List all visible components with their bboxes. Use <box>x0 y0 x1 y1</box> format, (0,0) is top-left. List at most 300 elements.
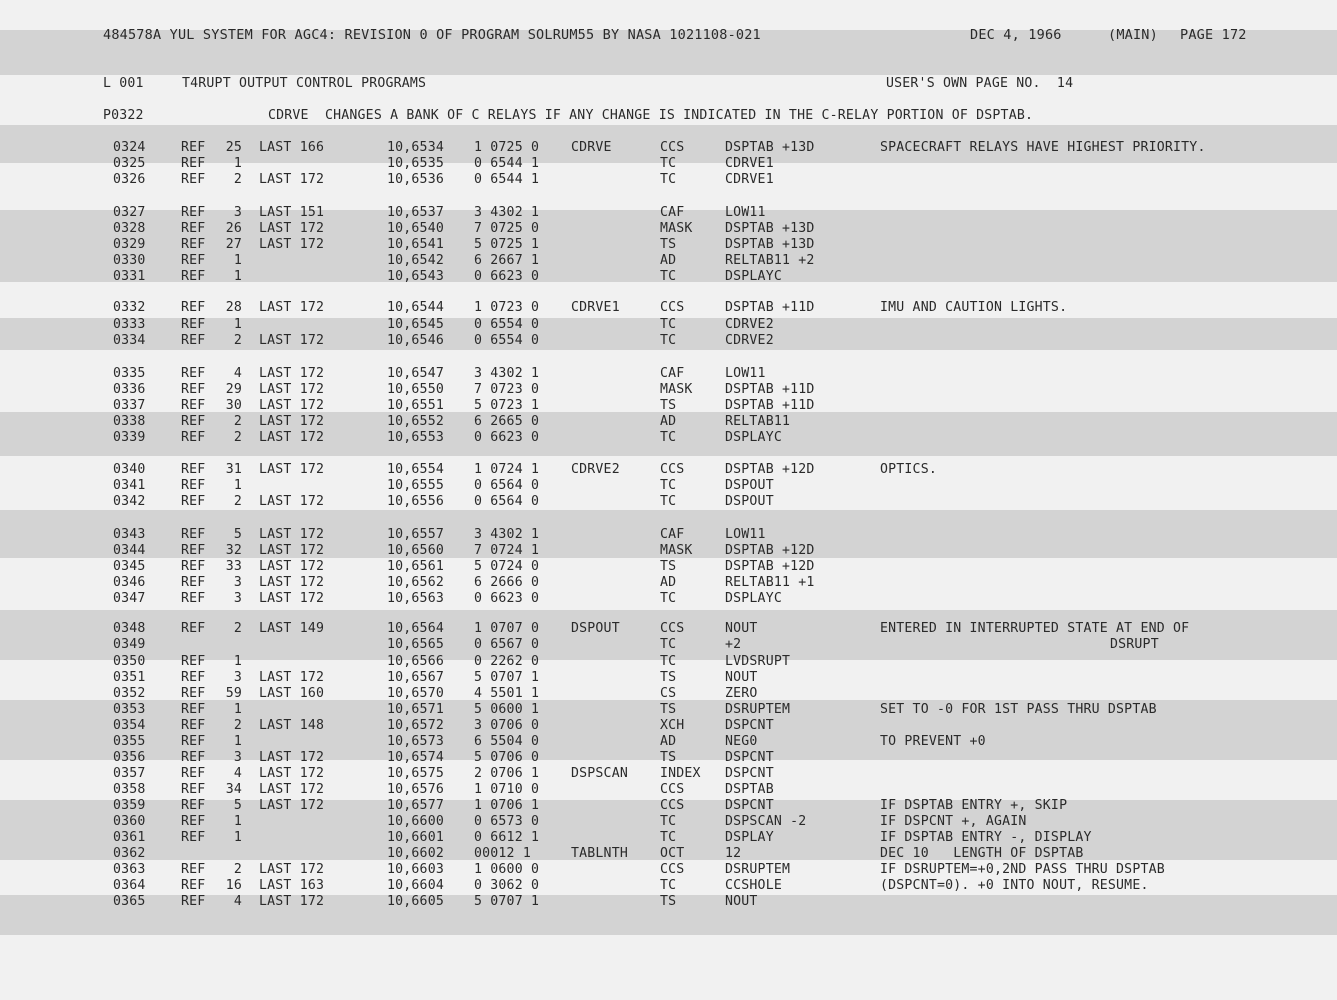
ref-count: 1 <box>233 478 242 493</box>
ref-count: 28 <box>225 300 242 315</box>
ref-label: REF <box>181 702 206 717</box>
octal-code: 7 0723 0 <box>474 382 540 397</box>
address: 10,6547 <box>387 366 444 381</box>
operand: CDRVE1 <box>725 172 774 187</box>
operand: DSPSCAN -2 <box>725 814 807 829</box>
ref-count: 2 <box>233 430 242 445</box>
operand: CDRVE2 <box>725 317 774 332</box>
address: 10,6535 <box>387 156 444 171</box>
listing-line <box>0 156 1337 172</box>
ref-label: REF <box>181 862 206 877</box>
ref-count: 2 <box>233 414 242 429</box>
listing-line <box>0 462 1337 478</box>
line-comment: (DSPCNT=0). +0 INTO NOUT, RESUME. <box>880 878 1149 893</box>
line-number: 0352 <box>113 686 146 701</box>
listing-line <box>0 654 1337 670</box>
opcode: CCS <box>660 798 685 813</box>
location-label: DSPOUT <box>571 621 620 636</box>
ref-count: 1 <box>233 830 242 845</box>
octal-code: 7 0724 1 <box>474 543 540 558</box>
last-ref: LAST 151 <box>259 205 325 220</box>
operand: DSPTAB +11D <box>725 300 815 315</box>
operand: LOW11 <box>725 366 766 381</box>
ref-label: REF <box>181 814 206 829</box>
octal-code: 5 0707 1 <box>474 894 540 909</box>
opcode: CAF <box>660 366 685 381</box>
line-number: 0345 <box>113 559 146 574</box>
address: 10,6545 <box>387 317 444 332</box>
listing-line <box>0 527 1337 543</box>
ref-label: REF <box>181 366 206 381</box>
page-number: PAGE 172 <box>1180 27 1247 43</box>
operand: RELTAB11 +1 <box>725 575 815 590</box>
ref-label: REF <box>181 382 206 397</box>
ref-count: 31 <box>225 462 242 477</box>
line-number: 0351 <box>113 670 146 685</box>
address: 10,6556 <box>387 494 444 509</box>
address: 10,6541 <box>387 237 444 252</box>
address: 10,6546 <box>387 333 444 348</box>
ref-label: REF <box>181 734 206 749</box>
address: 10,6534 <box>387 140 444 155</box>
line-number: 0342 <box>113 494 146 509</box>
address: 10,6555 <box>387 478 444 493</box>
opcode: CCS <box>660 782 685 797</box>
listing-line <box>0 782 1337 798</box>
listing-line <box>0 766 1337 782</box>
octal-code: 5 0707 1 <box>474 670 540 685</box>
operand: ZERO <box>725 686 758 701</box>
line-comment: ENTERED IN INTERRUPTED STATE AT END OF <box>880 621 1190 636</box>
line-number: 0359 <box>113 798 146 813</box>
last-ref: LAST 172 <box>259 494 325 509</box>
line-comment: DEC 10 LENGTH OF DSPTAB <box>880 846 1084 861</box>
opcode: TS <box>660 894 677 909</box>
ref-count: 1 <box>233 317 242 332</box>
ref-label: REF <box>181 894 206 909</box>
line-number: 0350 <box>113 654 146 669</box>
address: 10,6570 <box>387 686 444 701</box>
ref-label: REF <box>181 333 206 348</box>
listing-line <box>0 846 1337 862</box>
listing-line <box>0 637 1337 653</box>
octal-code: 6 2666 0 <box>474 575 540 590</box>
operand: DSRUPTEM <box>725 862 791 877</box>
address: 10,6542 <box>387 253 444 268</box>
ref-count: 1 <box>233 269 242 284</box>
ref-label: REF <box>181 621 206 636</box>
opcode: TS <box>660 670 677 685</box>
address: 10,6567 <box>387 670 444 685</box>
listing-line <box>0 591 1337 607</box>
address: 10,6564 <box>387 621 444 636</box>
opcode: CS <box>660 686 677 701</box>
last-ref: LAST 172 <box>259 382 325 397</box>
ref-label: REF <box>181 172 206 187</box>
octal-code: 6 5504 0 <box>474 734 540 749</box>
address: 10,6544 <box>387 300 444 315</box>
octal-code: 0 6623 0 <box>474 430 540 445</box>
ref-label: REF <box>181 205 206 220</box>
listing-line <box>0 670 1337 686</box>
ref-count: 3 <box>233 205 242 220</box>
ref-label: REF <box>181 750 206 765</box>
octal-code: 3 4302 1 <box>474 205 540 220</box>
address: 10,6536 <box>387 172 444 187</box>
address: 10,6577 <box>387 798 444 813</box>
ref-label: REF <box>181 766 206 781</box>
line-number: 0327 <box>113 205 146 220</box>
operand: DSPTAB +13D <box>725 237 815 252</box>
ref-label: REF <box>181 414 206 429</box>
ref-label: REF <box>181 798 206 813</box>
octal-code: 0 6573 0 <box>474 814 540 829</box>
operand: LOW11 <box>725 205 766 220</box>
opcode: TC <box>660 172 677 187</box>
opcode: TC <box>660 269 677 284</box>
opcode: TC <box>660 814 677 829</box>
line-comment: SPACECRAFT RELAYS HAVE HIGHEST PRIORITY. <box>880 140 1206 155</box>
line-comment: IF DSPTAB ENTRY +, SKIP <box>880 798 1068 813</box>
octal-code: 7 0725 0 <box>474 221 540 236</box>
last-ref: LAST 172 <box>259 300 325 315</box>
last-ref: LAST 172 <box>259 366 325 381</box>
address: 10,6573 <box>387 734 444 749</box>
address: 10,6572 <box>387 718 444 733</box>
location-label: CDRVE1 <box>571 300 620 315</box>
operand: NOUT <box>725 670 758 685</box>
line-comment: IF DSPTAB ENTRY -, DISPLAY <box>880 830 1092 845</box>
octal-code: 0 6623 0 <box>474 269 540 284</box>
listing-line <box>0 830 1337 846</box>
address: 10,6566 <box>387 654 444 669</box>
opcode: TC <box>660 654 677 669</box>
ref-count: 5 <box>233 527 242 542</box>
opcode: TC <box>660 430 677 445</box>
octal-code: 5 0706 0 <box>474 750 540 765</box>
opcode: INDEX <box>660 766 701 781</box>
operand: DSPLAYC <box>725 591 782 606</box>
octal-code: 3 4302 1 <box>474 527 540 542</box>
location-label: DSPSCAN <box>571 766 628 781</box>
ref-label: REF <box>181 686 206 701</box>
octal-code: 00012 1 <box>474 846 531 861</box>
last-ref: LAST 172 <box>259 430 325 445</box>
octal-code: 6 2667 1 <box>474 253 540 268</box>
listing-line <box>0 814 1337 830</box>
operand: LVDSRUPT <box>725 654 791 669</box>
address: 10,6562 <box>387 575 444 590</box>
operand: NOUT <box>725 621 758 636</box>
listing-line <box>0 734 1337 750</box>
line-number: 0353 <box>113 702 146 717</box>
own-page-number: USER'S OWN PAGE NO. 14 <box>886 76 1074 91</box>
octal-code: 5 0724 0 <box>474 559 540 574</box>
listing-line <box>0 878 1337 894</box>
address: 10,6554 <box>387 462 444 477</box>
listing-line <box>0 750 1337 766</box>
ref-label: REF <box>181 253 206 268</box>
listing-line <box>0 430 1337 446</box>
line-number: 0339 <box>113 430 146 445</box>
octal-code: 3 4302 1 <box>474 366 540 381</box>
ref-label: REF <box>181 462 206 477</box>
operand: DSPTAB +12D <box>725 543 815 558</box>
octal-code: 5 0725 1 <box>474 237 540 252</box>
address: 10,6600 <box>387 814 444 829</box>
address: 10,6551 <box>387 398 444 413</box>
line-number: 0361 <box>113 830 146 845</box>
operand: RELTAB11 +2 <box>725 253 815 268</box>
opcode: TS <box>660 398 677 413</box>
page-title: 484578A YUL SYSTEM FOR AGC4: REVISION 0 OF PROGRAM SOLRUM55 BY NASA 1021108-021 <box>103 27 761 43</box>
opcode: TS <box>660 237 677 252</box>
ref-count: 30 <box>225 398 242 413</box>
line-number: 0337 <box>113 398 146 413</box>
listing-line <box>0 478 1337 494</box>
opcode: AD <box>660 253 677 268</box>
ref-label: REF <box>181 430 206 445</box>
octal-code: 0 6564 0 <box>474 494 540 509</box>
opcode: AD <box>660 575 677 590</box>
opcode: CCS <box>660 462 685 477</box>
last-ref: LAST 172 <box>259 575 325 590</box>
listing-line <box>0 414 1337 430</box>
address: 10,6602 <box>387 846 444 861</box>
address: 10,6574 <box>387 750 444 765</box>
address: 10,6550 <box>387 382 444 397</box>
ref-count: 26 <box>225 221 242 236</box>
listing-line <box>0 494 1337 510</box>
last-ref: LAST 160 <box>259 686 325 701</box>
line-comment: DSRUPT <box>1110 637 1159 652</box>
octal-code: 2 0706 1 <box>474 766 540 781</box>
print-date: DEC 4, 1966 <box>970 27 1062 43</box>
address: 10,6565 <box>387 637 444 652</box>
opcode: TS <box>660 702 677 717</box>
line-number: 0326 <box>113 172 146 187</box>
line-number: 0336 <box>113 382 146 397</box>
ref-label: REF <box>181 878 206 893</box>
operand: RELTAB11 <box>725 414 791 429</box>
address: 10,6552 <box>387 414 444 429</box>
ref-count: 29 <box>225 382 242 397</box>
listing-line <box>0 894 1337 910</box>
listing-line <box>0 543 1337 559</box>
octal-code: 3 0706 0 <box>474 718 540 733</box>
opcode: TC <box>660 878 677 893</box>
octal-code: 5 0723 1 <box>474 398 540 413</box>
listing-line <box>0 621 1337 637</box>
operand: DSRUPTEM <box>725 702 791 717</box>
address: 10,6557 <box>387 527 444 542</box>
line-comment: OPTICS. <box>880 462 937 477</box>
address: 10,6604 <box>387 878 444 893</box>
line-number: 0334 <box>113 333 146 348</box>
line-number: 0363 <box>113 862 146 877</box>
ref-label: REF <box>181 156 206 171</box>
opcode: OCT <box>660 846 685 861</box>
line-number: 0340 <box>113 462 146 477</box>
listing-line <box>0 366 1337 382</box>
octal-code: 5 0600 1 <box>474 702 540 717</box>
location-label: CDRVE2 <box>571 462 620 477</box>
location-label: CDRVE <box>571 140 612 155</box>
address: 10,6561 <box>387 559 444 574</box>
listing-line <box>0 559 1337 575</box>
listing-line <box>0 300 1337 316</box>
ref-label: REF <box>181 300 206 315</box>
ref-count: 4 <box>233 894 242 909</box>
location-label: TABLNTH <box>571 846 628 861</box>
listing-line <box>0 172 1337 188</box>
line-number: 0348 <box>113 621 146 636</box>
ref-count: 1 <box>233 253 242 268</box>
address: 10,6537 <box>387 205 444 220</box>
opcode: MASK <box>660 382 693 397</box>
operand: +2 <box>725 637 742 652</box>
last-ref: LAST 172 <box>259 462 325 477</box>
ref-count: 59 <box>225 686 242 701</box>
octal-code: 6 2665 0 <box>474 414 540 429</box>
ref-label: REF <box>181 527 206 542</box>
last-ref: LAST 172 <box>259 543 325 558</box>
ref-count: 1 <box>233 702 242 717</box>
line-number: 0335 <box>113 366 146 381</box>
ref-count: 3 <box>233 670 242 685</box>
ref-label: REF <box>181 494 206 509</box>
operand: 12 <box>725 846 742 861</box>
last-ref: LAST 172 <box>259 894 325 909</box>
address: 10,6543 <box>387 269 444 284</box>
log-id: L 001 <box>103 76 144 91</box>
ref-count: 33 <box>225 559 242 574</box>
operand: DSPTAB <box>725 782 774 797</box>
ref-count: 2 <box>233 333 242 348</box>
operand: LOW11 <box>725 527 766 542</box>
ref-count: 2 <box>233 718 242 733</box>
last-ref: LAST 172 <box>259 237 325 252</box>
last-ref: LAST 172 <box>259 414 325 429</box>
operand: DSPOUT <box>725 494 774 509</box>
line-number: 0349 <box>113 637 146 652</box>
ref-label: REF <box>181 670 206 685</box>
octal-code: 0 6564 0 <box>474 478 540 493</box>
octal-code: 1 0707 0 <box>474 621 540 636</box>
opcode: CAF <box>660 205 685 220</box>
line-number: 0356 <box>113 750 146 765</box>
ref-count: 1 <box>233 734 242 749</box>
listing-line <box>0 398 1337 414</box>
line-number: 0330 <box>113 253 146 268</box>
operand: DSPCNT <box>725 718 774 733</box>
octal-code: 1 0706 1 <box>474 798 540 813</box>
listing-line <box>0 140 1337 156</box>
opcode: TC <box>660 333 677 348</box>
last-ref: LAST 172 <box>259 333 325 348</box>
opcode: AD <box>660 414 677 429</box>
opcode: TC <box>660 637 677 652</box>
listing-line <box>0 686 1337 702</box>
ref-label: REF <box>181 830 206 845</box>
ref-count: 3 <box>233 575 242 590</box>
opcode: TC <box>660 317 677 332</box>
octal-code: 1 0600 0 <box>474 862 540 877</box>
line-number: 0362 <box>113 846 146 861</box>
line-number: 0346 <box>113 575 146 590</box>
ref-label: REF <box>181 398 206 413</box>
octal-code: 1 0725 0 <box>474 140 540 155</box>
ref-count: 2 <box>233 621 242 636</box>
comment-line-text: CDRVE CHANGES A BANK OF C RELAYS IF ANY CHANGE IS INDICATED IN THE C-RELAY PORTION OF DSPTAB. <box>268 108 1034 123</box>
listing-line <box>0 269 1337 285</box>
ref-label: REF <box>181 782 206 797</box>
last-ref: LAST 172 <box>259 670 325 685</box>
operand: DSPTAB +13D <box>725 140 815 155</box>
line-number: 0338 <box>113 414 146 429</box>
operand: DSPCNT <box>725 766 774 781</box>
line-comment: IF DSRUPTEM=+0,2ND PASS THRU DSPTAB <box>880 862 1165 877</box>
operand: DSPLAYC <box>725 269 782 284</box>
ref-label: REF <box>181 269 206 284</box>
last-ref: LAST 148 <box>259 718 325 733</box>
line-number: 0360 <box>113 814 146 829</box>
line-number: 0333 <box>113 317 146 332</box>
last-ref: LAST 172 <box>259 782 325 797</box>
octal-code: 1 0710 0 <box>474 782 540 797</box>
address: 10,6603 <box>387 862 444 877</box>
octal-code: 0 6567 0 <box>474 637 540 652</box>
last-ref: LAST 172 <box>259 559 325 574</box>
opcode: TC <box>660 478 677 493</box>
listing-line <box>0 702 1337 718</box>
address: 10,6540 <box>387 221 444 236</box>
address: 10,6576 <box>387 782 444 797</box>
ref-label: REF <box>181 654 206 669</box>
line-comment: IMU AND CAUTION LIGHTS. <box>880 300 1068 315</box>
octal-code: 4 5501 1 <box>474 686 540 701</box>
line-comment: SET TO -0 FOR 1ST PASS THRU DSPTAB <box>880 702 1157 717</box>
opcode: AD <box>660 734 677 749</box>
operand: NEG0 <box>725 734 758 749</box>
operand: DSPTAB +12D <box>725 559 815 574</box>
last-ref: LAST 163 <box>259 878 325 893</box>
comment-line-number: P0322 <box>103 108 144 123</box>
address: 10,6601 <box>387 830 444 845</box>
line-number: 0329 <box>113 237 146 252</box>
address: 10,6560 <box>387 543 444 558</box>
address: 10,6575 <box>387 766 444 781</box>
operand: DSPTAB +11D <box>725 382 815 397</box>
opcode: TS <box>660 750 677 765</box>
operand: DSPTAB +11D <box>725 398 815 413</box>
octal-code: 0 6554 0 <box>474 333 540 348</box>
listing-line <box>0 382 1337 398</box>
octal-code: 0 2262 0 <box>474 654 540 669</box>
octal-code: 1 0724 1 <box>474 462 540 477</box>
ref-count: 1 <box>233 654 242 669</box>
last-ref: LAST 172 <box>259 527 325 542</box>
last-ref: LAST 172 <box>259 172 325 187</box>
ref-label: REF <box>181 478 206 493</box>
operand: DSPLAYC <box>725 430 782 445</box>
line-number: 0324 <box>113 140 146 155</box>
opcode: TC <box>660 591 677 606</box>
octal-code: 0 6544 1 <box>474 172 540 187</box>
opcode: CCS <box>660 140 685 155</box>
operand: DSPLAY <box>725 830 774 845</box>
line-number: 0354 <box>113 718 146 733</box>
